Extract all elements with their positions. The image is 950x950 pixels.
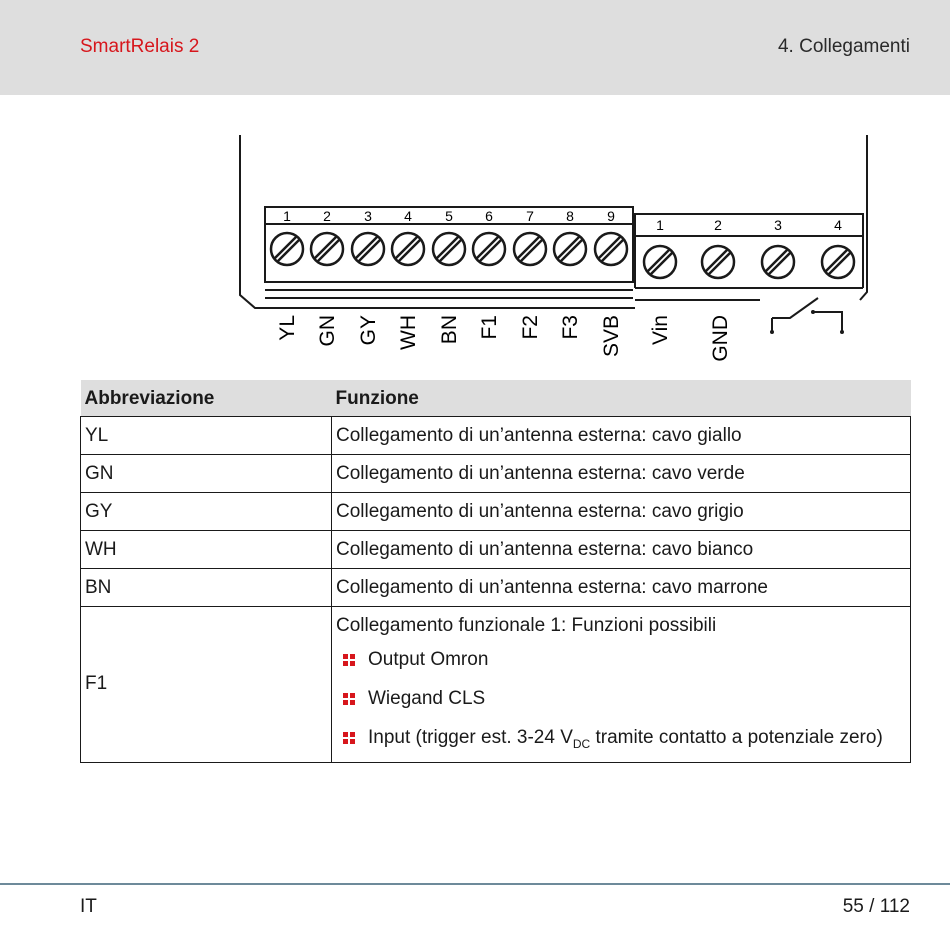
function-options <box>336 648 906 756</box>
wire-label: YL <box>276 315 299 341</box>
table-row <box>81 417 911 455</box>
terminal-number: 2 <box>714 217 722 233</box>
column-header: Abbreviazione <box>81 380 332 417</box>
function-cell: Collegamento di un’antenna esterna: cavo bianco <box>332 531 911 569</box>
abbr-cell: F1 <box>81 607 332 763</box>
wire-labels <box>276 315 732 362</box>
list-item <box>336 648 906 672</box>
table-row <box>81 531 911 569</box>
footer-rule <box>0 883 950 885</box>
bullet-icon <box>343 732 355 744</box>
terminal-number: 2 <box>323 208 331 224</box>
screw-icon <box>822 246 854 278</box>
list-item <box>336 726 906 756</box>
wire-label: F1 <box>478 315 501 340</box>
bullet-icon <box>343 654 355 666</box>
wire-label: GY <box>357 315 380 346</box>
table-header-row <box>81 380 911 417</box>
screw-icon <box>352 233 384 265</box>
screw-icon <box>473 233 505 265</box>
terminal-number: 6 <box>485 208 493 224</box>
abbreviation-table <box>80 380 911 763</box>
screw-icon <box>762 246 794 278</box>
screw-icon <box>311 233 343 265</box>
screw-icon <box>392 233 424 265</box>
function-cell: Collegamento di un’antenna esterna: cavo verde <box>332 455 911 493</box>
option-text: Wiegand CLS <box>368 688 486 709</box>
screw-icon <box>514 233 546 265</box>
terminal-number: 7 <box>526 208 534 224</box>
terminal-number: 4 <box>834 217 842 233</box>
left-terminals <box>271 208 627 265</box>
terminal-number: 8 <box>566 208 574 224</box>
terminal-number: 3 <box>364 208 372 224</box>
abbr-cell: GY <box>81 493 332 531</box>
column-header: Funzione <box>332 380 911 417</box>
function-cell <box>332 607 911 763</box>
abbr-cell: WH <box>81 531 332 569</box>
wire-label: GND <box>709 315 732 362</box>
wire-label: F2 <box>519 315 542 340</box>
option-text: Output Omron <box>368 649 489 670</box>
table-row <box>81 493 911 531</box>
wire-label: F3 <box>559 315 582 340</box>
wire-label: SVB <box>600 315 623 358</box>
table-row <box>81 569 911 607</box>
language-code: IT <box>80 896 97 917</box>
terminal-number: 5 <box>445 208 453 224</box>
input-text-pre: Input (trigger est. 3-24 V <box>368 727 573 748</box>
function-cell: Collegamento di un’antenna esterna: cavo grigio <box>332 493 911 531</box>
table-row <box>81 607 911 763</box>
page-header <box>0 0 950 95</box>
page-number: 55 / 112 <box>842 896 910 917</box>
chapter-title: 4. Collegamenti <box>777 36 910 57</box>
screw-icon <box>554 233 586 265</box>
table-row <box>81 455 911 493</box>
wire-label: BN <box>438 315 461 345</box>
terminal-number: 4 <box>404 208 412 224</box>
screw-icon <box>702 246 734 278</box>
wire-label: GN <box>316 315 339 347</box>
terminal-number: 3 <box>774 217 782 233</box>
terminal-number: 1 <box>656 217 664 233</box>
function-cell: Collegamento di un’antenna esterna: cavo giallo <box>332 417 911 455</box>
screw-icon <box>433 233 465 265</box>
list-item <box>336 687 906 711</box>
bullet-icon <box>343 693 355 705</box>
input-text-post: tramite contatto a potenziale zero) <box>590 727 883 748</box>
abbr-cell: GN <box>81 455 332 493</box>
terminal-number: 1 <box>283 208 291 224</box>
wire-label: Vin <box>649 315 672 345</box>
screw-icon <box>271 233 303 265</box>
function-cell: Collegamento di un’antenna esterna: cavo marrone <box>332 569 911 607</box>
terminal-number: 9 <box>607 208 615 224</box>
abbr-cell: BN <box>81 569 332 607</box>
wire-label: WH <box>397 315 420 350</box>
abbr-cell: YL <box>81 417 332 455</box>
option-text <box>368 727 883 751</box>
screw-icon <box>644 246 676 278</box>
brand-title: SmartRelais 2 <box>80 36 200 57</box>
screw-icon <box>595 233 627 265</box>
function-intro: Collegamento funzionale 1: Funzioni possibili <box>336 615 717 636</box>
input-subscript: DC <box>572 736 591 751</box>
terminal-diagram <box>230 130 880 375</box>
